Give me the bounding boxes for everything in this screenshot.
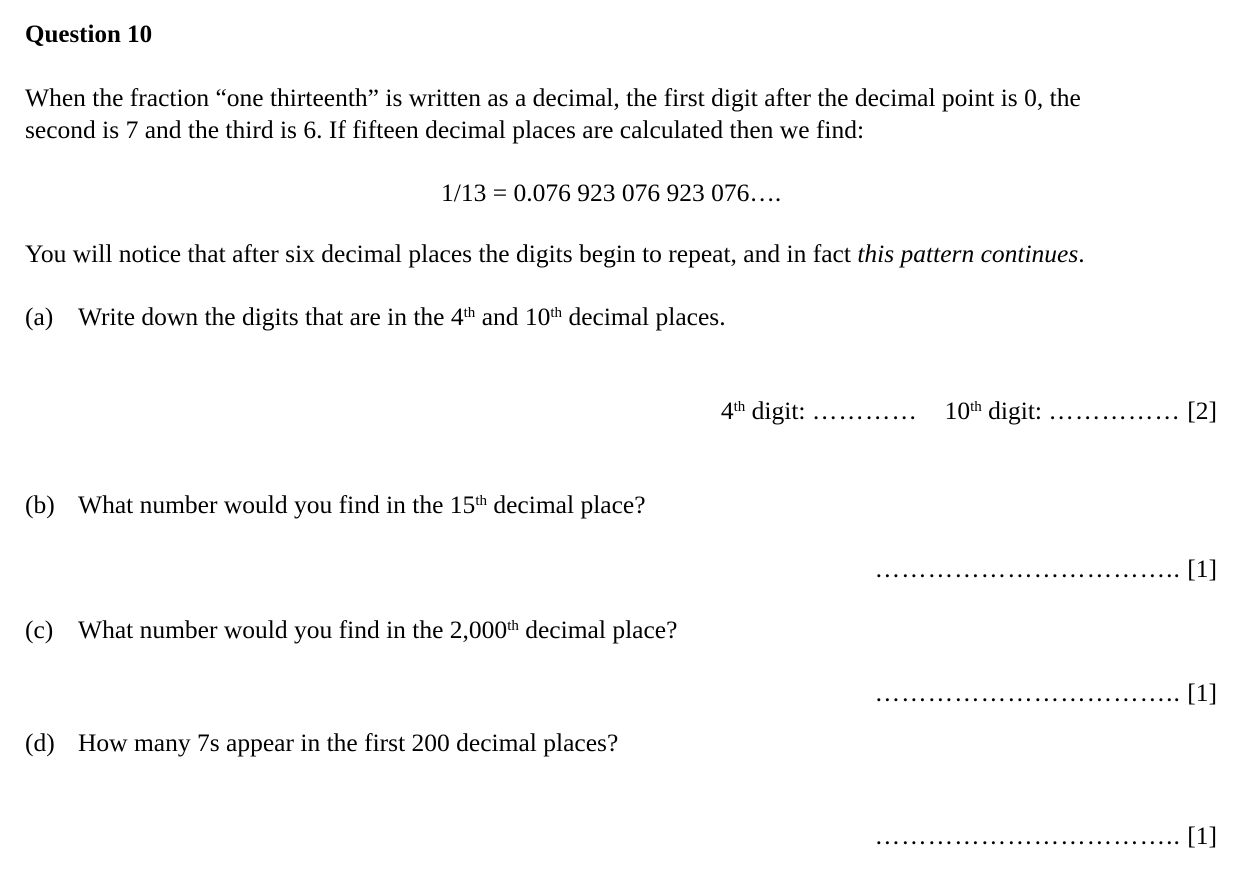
part-a-answer-line <box>721 398 1217 424</box>
part-c-marks: [1] <box>1187 678 1217 707</box>
part-b-marks: [1] <box>1187 554 1217 583</box>
part-c-label: (c) <box>25 615 54 644</box>
answer-10th-field[interactable]: …………… <box>1048 396 1181 425</box>
part-d-answer-line <box>875 823 1217 849</box>
part-c-text-after: decimal place? <box>518 615 678 644</box>
answer-4th-label: digit: <box>745 396 812 425</box>
part-c-question <box>25 617 677 643</box>
part-a-sup-1: th <box>463 304 476 321</box>
part-b-answer-field[interactable]: …………………………….. <box>874 554 1181 583</box>
part-b-sup: th <box>475 492 487 509</box>
part-c-sup: th <box>507 617 519 634</box>
answer-4th-sup: th <box>733 398 746 415</box>
part-a-sup-2: th <box>550 304 563 321</box>
intro-line-2: second is 7 and the third is 6. If fifteen decimal places are calculated then we find: <box>25 115 865 144</box>
part-a-text-before: Write down the digits that are in the 4 <box>78 302 464 331</box>
part-b-answer-line <box>875 556 1217 582</box>
notice-text: You will notice that after six decimal places the digits begin to repeat, and in fact <box>25 239 858 268</box>
answer-10th-num: 10 <box>944 396 971 425</box>
part-a-text-after: decimal places. <box>562 302 726 331</box>
notice-paragraph <box>25 241 1085 267</box>
part-b-question <box>25 492 646 518</box>
part-a-text-mid: and 10 <box>475 302 551 331</box>
part-b-text-after: decimal place? <box>486 490 646 519</box>
answer-4th-num: 4 <box>720 396 734 425</box>
part-c-text-before: What number would you find in the 2,000 <box>78 615 508 644</box>
part-d-question <box>25 730 618 756</box>
part-b-text-before: What number would you find in the 15 <box>78 490 476 519</box>
part-d-label: (d) <box>25 728 55 757</box>
notice-end: . <box>1078 239 1085 268</box>
part-b-label: (b) <box>25 490 55 519</box>
equation: 1/13 = 0.076 923 076 923 076…. <box>441 178 782 207</box>
part-d-marks: [1] <box>1187 821 1217 850</box>
answer-10th-label: digit: <box>981 396 1049 425</box>
question-title: Question 10 <box>25 21 153 48</box>
intro-line-1: When the fraction “one thirteenth” is written as a decimal, the first digit after the decimal point is 0, the <box>25 83 1081 112</box>
part-d-text: How many 7s appear in the first 200 decimal places? <box>78 728 619 757</box>
answer-10th-sup: th <box>970 398 982 415</box>
part-c-answer-field[interactable]: …………………………….. <box>874 678 1181 707</box>
notice-italic: this pattern continues <box>857 239 1079 268</box>
part-d-answer-field[interactable]: …………………………….. <box>874 821 1181 850</box>
part-a-label: (a) <box>25 302 54 331</box>
part-a-question <box>25 304 726 330</box>
part-c-answer-line <box>875 680 1217 706</box>
answer-4th-field[interactable]: ………… <box>811 396 918 425</box>
part-a-marks: [2] <box>1187 396 1217 425</box>
